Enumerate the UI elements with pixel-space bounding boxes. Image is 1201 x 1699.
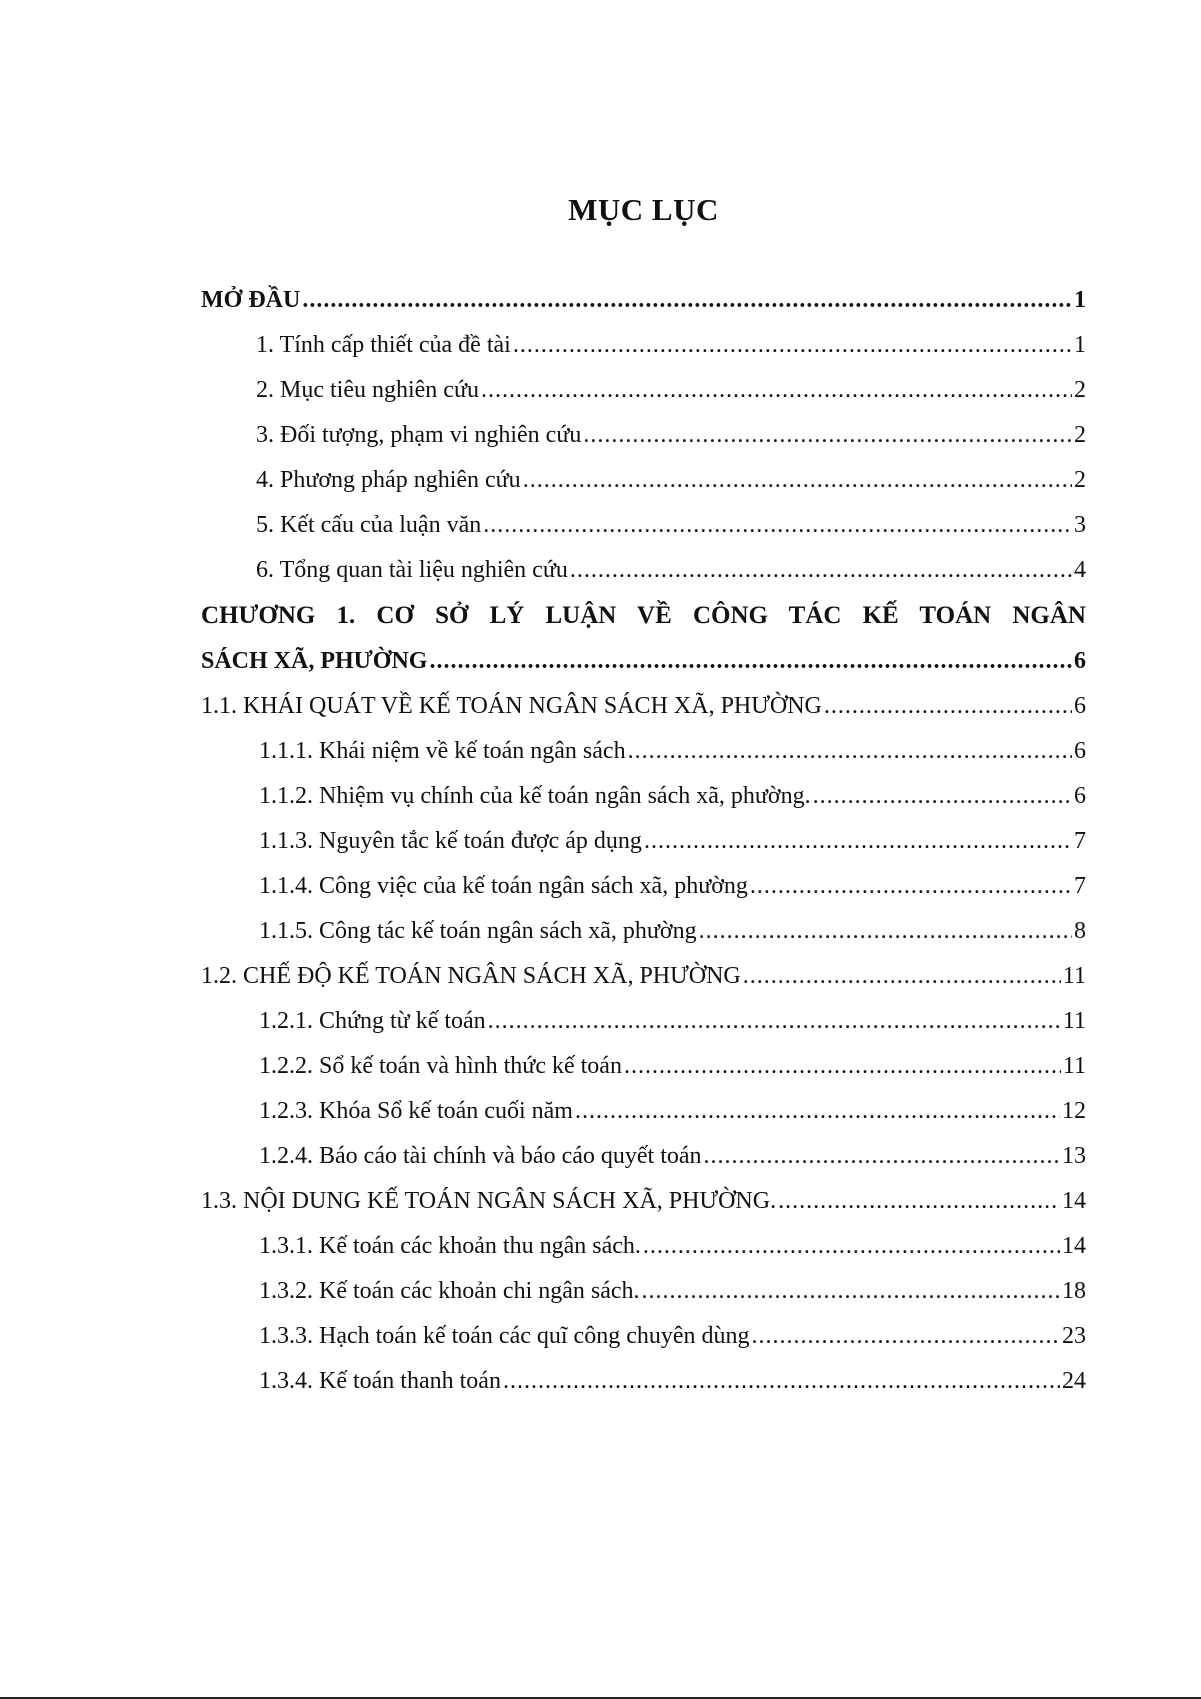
toc-entry-page: 6 (1074, 648, 1086, 674)
toc-entry-text: 1.3.3. Hạch toán kế toán các quĩ công chuyên dùng (259, 1323, 750, 1349)
toc-entry-1-3-2 (201, 1271, 1086, 1311)
toc-entry-text: 1.1.5. Công tác kế toán ngân sách xã, phường (259, 918, 697, 944)
dot-leader (824, 686, 1072, 726)
toc-entry-6 (201, 550, 1086, 590)
dot-leader (523, 460, 1072, 500)
dot-leader (628, 731, 1072, 771)
toc-chapter-1-heading: CHƯƠNG 1. CƠ SỞ LÝ LUẬN VỀ CÔNG TÁC KẾ TOÁN NGÂN (201, 602, 1086, 629)
toc-entry-1-1 (201, 686, 1086, 726)
toc-entry-1-3-1 (201, 1226, 1086, 1266)
toc-entry-1-1-4 (201, 866, 1086, 906)
toc-entry-1-1-3 (201, 821, 1086, 861)
toc-entry-page: 18 (1062, 1278, 1086, 1304)
toc-entry-text: 1.2.1. Chứng từ kế toán (259, 1008, 486, 1034)
toc-entry-page: 11 (1062, 1008, 1086, 1034)
dot-leader (429, 641, 1072, 681)
dot-leader (704, 1136, 1060, 1176)
toc-entry-page: 1 (1074, 287, 1086, 313)
toc-entry-1-2-1 (201, 1001, 1086, 1041)
toc-entry-page: 6 (1074, 738, 1086, 764)
toc-entry-1-3-4 (201, 1361, 1086, 1401)
toc-entry-page: 7 (1074, 828, 1086, 854)
toc-entry-page: 23 (1062, 1323, 1086, 1349)
toc-entry-text: 2. Mục tiêu nghiên cứu (256, 377, 479, 403)
toc-entry-text: 1.3. NỘI DUNG KẾ TOÁN NGÂN SÁCH XÃ, PHƯỜNG. (201, 1188, 777, 1214)
toc-entry-page: 6 (1074, 783, 1086, 809)
toc-entry-page: 11 (1062, 1053, 1086, 1079)
dot-leader (743, 956, 1061, 996)
dot-leader (488, 1001, 1061, 1041)
toc-entry-1-1-1 (201, 731, 1086, 771)
toc-entry-1-1-5 (201, 911, 1086, 951)
dot-leader (642, 1271, 1060, 1311)
toc-entry-1 (201, 325, 1086, 365)
toc-entry-text: 1.3.4. Kế toán thanh toán (259, 1368, 501, 1394)
dot-leader (752, 1316, 1060, 1356)
dot-leader (513, 325, 1072, 365)
dot-leader (644, 821, 1072, 861)
toc-entry-text: 1. Tính cấp thiết của đề tài (256, 332, 511, 358)
toc-entry-text: 1.3.1. Kế toán các khoản thu ngân sách. (259, 1233, 641, 1259)
toc-entry-text: 1.2.4. Báo cáo tài chính và báo cáo quyết toán (259, 1143, 702, 1169)
toc-entry-3 (201, 415, 1086, 455)
toc-entry-1-2 (201, 956, 1086, 996)
toc-entry-4 (201, 460, 1086, 500)
toc-chapter-1-heading-continued (201, 641, 1086, 681)
toc-entry-text: 1.1.4. Công việc của kế toán ngân sách xã, phường (259, 873, 748, 899)
toc-entry-page: 7 (1074, 873, 1086, 899)
toc-entry-1-2-3 (201, 1091, 1086, 1131)
toc-entry-text: 1.2.2. Sổ kế toán và hình thức kế toán (259, 1053, 622, 1079)
toc-entry-text: 1.1.1. Khái niệm về kế toán ngân sách (259, 738, 626, 764)
toc-entry-text: SÁCH XÃ, PHƯỜNG (201, 648, 428, 674)
dot-leader (813, 776, 1072, 816)
toc-entry-page: 3 (1074, 512, 1086, 538)
toc-entry-text: 6. Tổng quan tài liệu nghiên cứu (256, 557, 568, 583)
toc-entry-mo-dau (201, 280, 1086, 320)
toc-entry-text: 1.1. KHÁI QUÁT VỀ KẾ TOÁN NGÂN SÁCH XÃ, PHƯỜNG (201, 693, 822, 719)
dot-leader (575, 1091, 1060, 1131)
dot-leader (481, 370, 1072, 410)
toc-entry-text: 1.2. CHẾ ĐỘ KẾ TOÁN NGÂN SÁCH XÃ, PHƯỜNG (201, 963, 741, 989)
toc-entry-page: 13 (1062, 1143, 1086, 1169)
toc-entry-page: 4 (1074, 557, 1086, 583)
toc-entry-1-2-2 (201, 1046, 1086, 1086)
toc-entry-page: 6 (1074, 693, 1086, 719)
toc-entry-page: 11 (1062, 963, 1086, 989)
toc-title: MỤC LỤC (568, 192, 719, 227)
toc-entry-text: 1.2.3. Khóa Sổ kế toán cuối năm (259, 1098, 573, 1124)
dot-leader (778, 1181, 1060, 1221)
toc-entry-page: 14 (1062, 1233, 1086, 1259)
toc-entry-page: 12 (1062, 1098, 1086, 1124)
toc-entry-page: 8 (1074, 918, 1086, 944)
toc-entry-1-2-4 (201, 1136, 1086, 1176)
toc-entry-page: 24 (1062, 1368, 1086, 1394)
dot-leader (699, 911, 1072, 951)
toc-entry-text: 1.3.2. Kế toán các khoản chi ngân sách. (259, 1278, 640, 1304)
dot-leader (624, 1046, 1061, 1086)
dot-leader (503, 1361, 1060, 1401)
toc-entry-5 (201, 505, 1086, 545)
toc-entry-2 (201, 370, 1086, 410)
toc-entry-1-3-3 (201, 1316, 1086, 1356)
toc-entry-text: 4. Phương pháp nghiên cứu (256, 467, 521, 493)
toc-entry-1-1-2 (201, 776, 1086, 816)
toc-entry-page: 1 (1074, 332, 1086, 358)
dot-leader (570, 550, 1072, 590)
toc-entry-text: MỞ ĐẦU (201, 287, 301, 313)
dot-leader (583, 415, 1072, 455)
toc-entry-page: 2 (1074, 422, 1086, 448)
dot-leader (643, 1226, 1060, 1266)
toc-entry-page: 2 (1074, 377, 1086, 403)
toc-entry-text: 1.1.3. Nguyên tắc kế toán được áp dụng (259, 828, 642, 854)
toc-entry-text: 5. Kết cấu của luận văn (256, 512, 482, 538)
toc-entry-text: 1.1.2. Nhiệm vụ chính của kế toán ngân sách xã, phường. (259, 783, 811, 809)
toc-entry-1-3 (201, 1181, 1086, 1221)
toc-entry-page: 14 (1062, 1188, 1086, 1214)
dot-leader (483, 505, 1072, 545)
dot-leader (302, 280, 1072, 320)
toc-entry-page: 2 (1074, 467, 1086, 493)
dot-leader (750, 866, 1072, 906)
toc-entry-text: 3. Đối tượng, phạm vi nghiên cứu (256, 422, 582, 448)
